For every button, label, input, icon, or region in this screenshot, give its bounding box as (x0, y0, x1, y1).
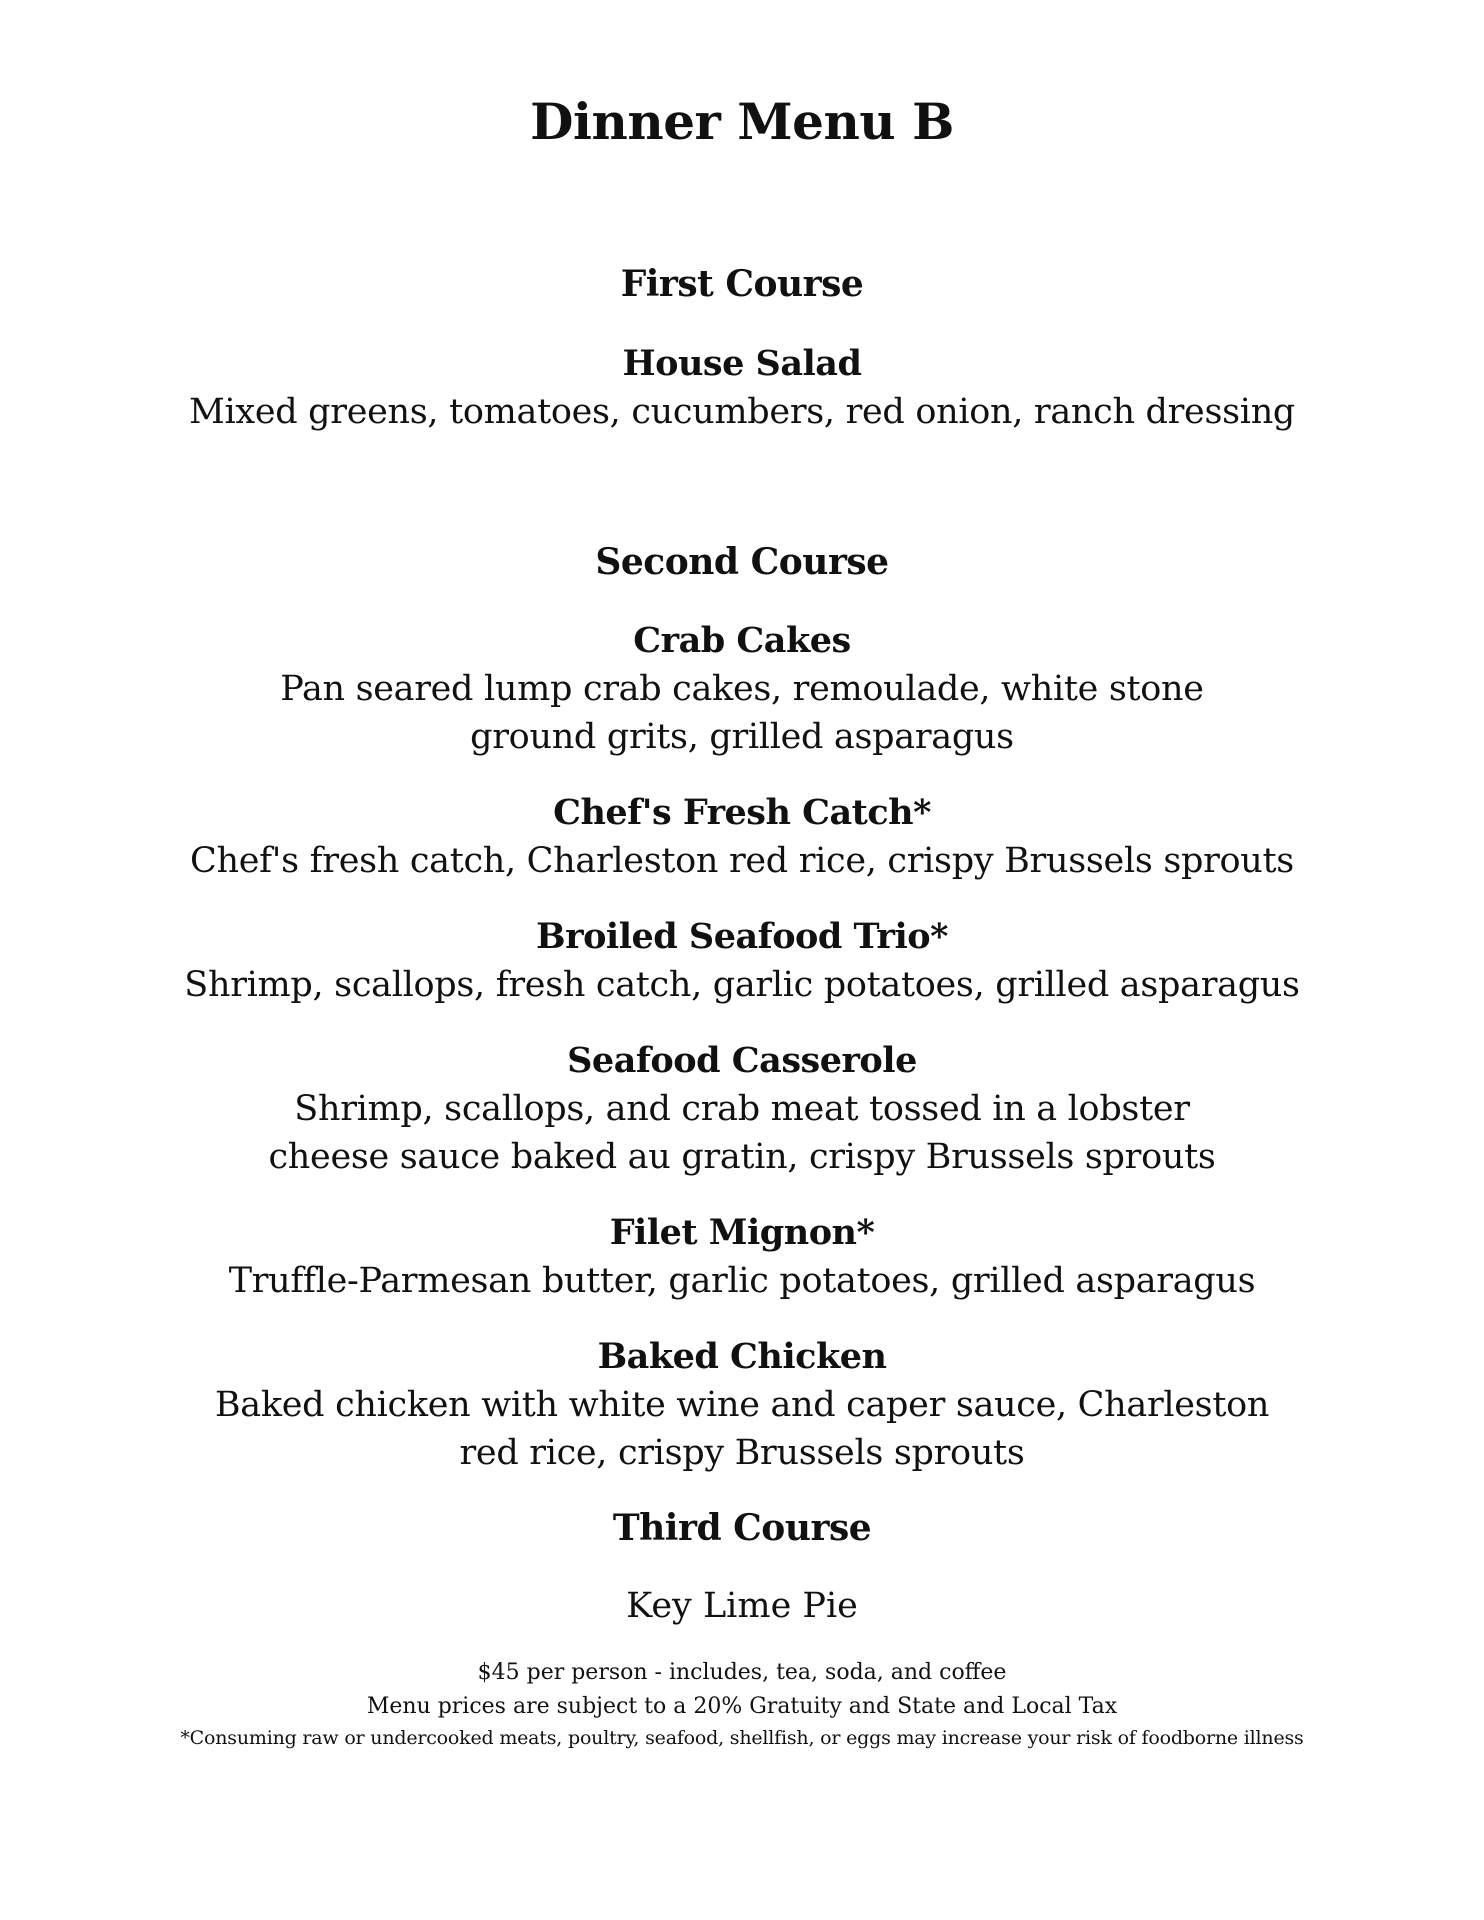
foodborne-disclaimer: *Consuming raw or undercooked meats, poultry, seafood, shellfish, or eggs may increase your risk of foodborne illness (180, 1727, 1304, 1749)
dish-description: Chef's fresh catch, Charleston red rice, crispy Brussels sprouts (190, 841, 1294, 881)
dish-name: Seafood Casserole (567, 1040, 917, 1081)
dish-description: Pan seared lump crab cakes, remoulade, white stone ground grits, grilled asparagus (280, 669, 1204, 757)
dish-name: Baked Chicken (597, 1336, 887, 1377)
dish-broiled-seafood-trio (0, 913, 1484, 1009)
dish-house-salad (0, 340, 1484, 436)
dish-name: Crab Cakes (633, 620, 851, 661)
dish-crab-cakes (0, 617, 1484, 761)
dessert-key-lime-pie: Key Lime Pie (626, 1586, 858, 1626)
price-line: $45 per person - includes, tea, soda, and coffee (477, 1660, 1007, 1685)
dish-description: Shrimp, scallops, fresh catch, garlic potatoes, grilled asparagus (184, 965, 1300, 1005)
menu-footer (0, 1656, 1484, 1752)
course-heading-second: Second Course (595, 541, 889, 583)
dish-description: Baked chicken with white wine and caper sauce, Charleston red rice, crispy Brussels sprouts (214, 1385, 1270, 1473)
gratuity-line: Menu prices are subject to a 20% Gratuity and State and Local Tax (366, 1694, 1118, 1719)
dish-name: Broiled Seafood Trio* (536, 916, 948, 957)
course-heading-third: Third Course (612, 1507, 872, 1549)
dish-description: Shrimp, scallops, and crab meat tossed in a lobster cheese sauce baked au gratin, crispy Brussels sprouts (268, 1089, 1216, 1177)
dish-seafood-casserole (0, 1037, 1484, 1181)
dish-baked-chicken (0, 1333, 1484, 1477)
dish-name: House Salad (622, 343, 862, 384)
course-heading-first: First Course (620, 263, 864, 305)
menu-title: Dinner Menu B (530, 92, 954, 151)
dish-name: Chef's Fresh Catch* (553, 792, 931, 833)
dish-filet-mignon (0, 1209, 1484, 1305)
dish-name: Filet Mignon* (609, 1212, 875, 1253)
dish-description: Mixed greens, tomatoes, cucumbers, red onion, ranch dressing (188, 392, 1296, 432)
dish-description: Truffle-Parmesan butter, garlic potatoes, grilled asparagus (228, 1261, 1256, 1301)
dish-chefs-fresh-catch (0, 789, 1484, 885)
